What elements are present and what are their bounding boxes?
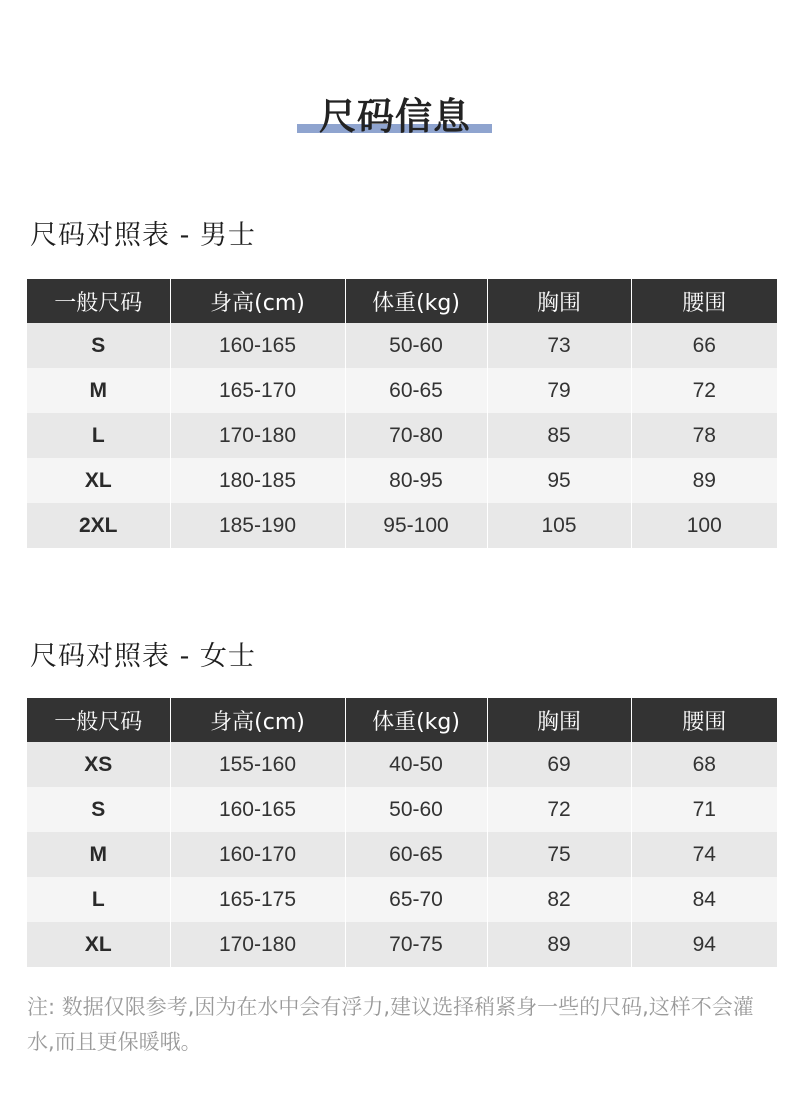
weight-cell: 50-60 — [345, 787, 487, 832]
header-chest: 胸围 — [487, 698, 631, 742]
height-cell: 165-175 — [170, 877, 345, 922]
table-row — [27, 922, 777, 967]
table-row — [27, 413, 777, 458]
weight-cell: 60-65 — [345, 832, 487, 877]
size-cell: 2XL — [27, 503, 170, 548]
waist-cell: 100 — [631, 503, 777, 548]
chest-cell: 89 — [487, 922, 631, 967]
waist-cell: 71 — [631, 787, 777, 832]
weight-cell: 70-80 — [345, 413, 487, 458]
table-row — [27, 787, 777, 832]
size-cell: XL — [27, 922, 170, 967]
size-cell: S — [27, 323, 170, 368]
header-size: 一般尺码 — [27, 279, 170, 323]
waist-cell: 89 — [631, 458, 777, 503]
women-size-table — [27, 698, 777, 967]
table-row — [27, 742, 777, 787]
weight-cell: 65-70 — [345, 877, 487, 922]
page-title-area — [0, 82, 790, 142]
chest-cell: 69 — [487, 742, 631, 787]
weight-cell: 70-75 — [345, 922, 487, 967]
table-row — [27, 832, 777, 877]
header-height: 身高(cm) — [170, 698, 345, 742]
height-cell: 170-180 — [170, 413, 345, 458]
size-cell: M — [27, 368, 170, 413]
size-cell: XL — [27, 458, 170, 503]
header-waist: 腰围 — [631, 698, 777, 742]
table-row — [27, 877, 777, 922]
waist-cell: 94 — [631, 922, 777, 967]
size-cell: L — [27, 877, 170, 922]
weight-cell: 60-65 — [345, 368, 487, 413]
chest-cell: 73 — [487, 323, 631, 368]
page-title: 尺码信息 — [319, 95, 471, 138]
height-cell: 160-165 — [170, 787, 345, 832]
table-header-row — [27, 279, 777, 323]
weight-cell: 95-100 — [345, 503, 487, 548]
chest-cell: 82 — [487, 877, 631, 922]
chest-cell: 95 — [487, 458, 631, 503]
size-cell: M — [27, 832, 170, 877]
table-row — [27, 323, 777, 368]
size-note: 注: 数据仅限参考,因为在水中会有浮力,建议选择稍紧身一些的尺码,这样不会灌水,而且更保暖哦。 — [27, 995, 754, 1054]
header-height: 身高(cm) — [170, 279, 345, 323]
table-row — [27, 503, 777, 548]
height-cell: 165-170 — [170, 368, 345, 413]
chest-cell: 75 — [487, 832, 631, 877]
table-row — [27, 368, 777, 413]
chest-cell: 85 — [487, 413, 631, 458]
table-header-row — [27, 698, 777, 742]
waist-cell: 84 — [631, 877, 777, 922]
women-section-title: 尺码对照表 - 女士 — [30, 641, 256, 672]
weight-cell: 50-60 — [345, 323, 487, 368]
header-size: 一般尺码 — [27, 698, 170, 742]
waist-cell: 78 — [631, 413, 777, 458]
waist-cell: 72 — [631, 368, 777, 413]
chest-cell: 79 — [487, 368, 631, 413]
men-size-table — [27, 279, 777, 548]
weight-cell: 40-50 — [345, 742, 487, 787]
waist-cell: 74 — [631, 832, 777, 877]
height-cell: 180-185 — [170, 458, 345, 503]
table-row — [27, 458, 777, 503]
chest-cell: 105 — [487, 503, 631, 548]
header-waist: 腰围 — [631, 279, 777, 323]
weight-cell: 80-95 — [345, 458, 487, 503]
header-weight: 体重(kg) — [345, 279, 487, 323]
size-cell: L — [27, 413, 170, 458]
height-cell: 185-190 — [170, 503, 345, 548]
size-cell: XS — [27, 742, 170, 787]
header-weight: 体重(kg) — [345, 698, 487, 742]
size-cell: S — [27, 787, 170, 832]
height-cell: 160-165 — [170, 323, 345, 368]
height-cell: 160-170 — [170, 832, 345, 877]
men-section-title: 尺码对照表 - 男士 — [30, 220, 256, 251]
header-chest: 胸围 — [487, 279, 631, 323]
height-cell: 170-180 — [170, 922, 345, 967]
chest-cell: 72 — [487, 787, 631, 832]
height-cell: 155-160 — [170, 742, 345, 787]
waist-cell: 68 — [631, 742, 777, 787]
waist-cell: 66 — [631, 323, 777, 368]
